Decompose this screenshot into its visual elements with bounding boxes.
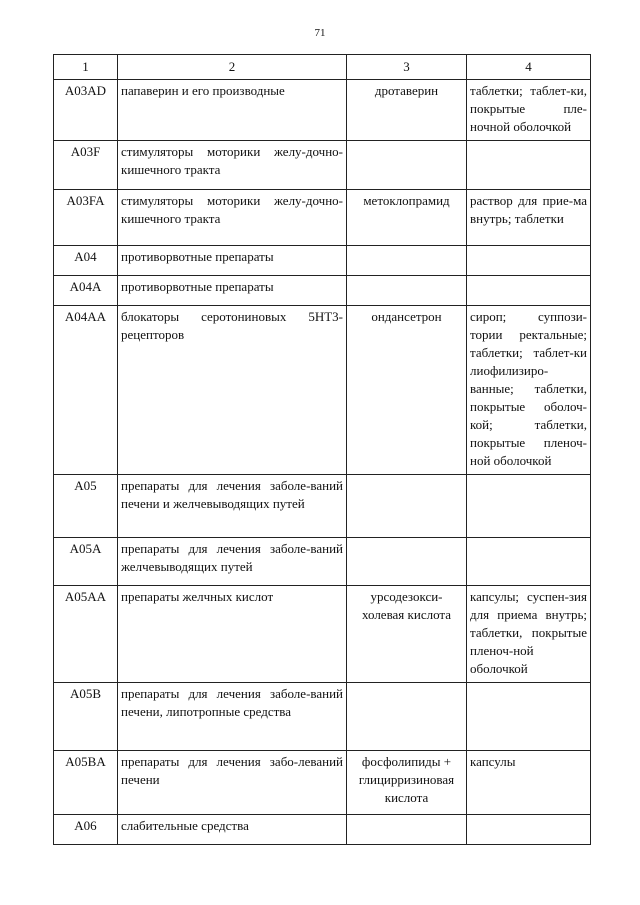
dosage-form-cell	[467, 815, 591, 845]
atc-code-cell: A03AD	[54, 80, 118, 141]
group-name-cell: стимуляторы моторики желу-дочно-кишечного тракта	[118, 141, 347, 190]
group-name-cell: противорвотные препараты	[118, 246, 347, 276]
atc-code-cell: A04	[54, 246, 118, 276]
table-row	[54, 306, 591, 475]
drug-name-cell: фосфолипиды + глицирризиновая кислота	[347, 751, 467, 815]
column-header-2: 2	[118, 55, 347, 80]
table-row	[54, 683, 591, 751]
table-row	[54, 751, 591, 815]
dosage-form-cell	[467, 246, 591, 276]
dosage-form-cell	[467, 683, 591, 751]
table-row	[54, 475, 591, 538]
group-name-cell: препараты для лечения заболе-ваний желчевыводящих путей	[118, 538, 347, 586]
table-row	[54, 276, 591, 306]
atc-code-cell: A05BA	[54, 751, 118, 815]
drug-name-cell: урсодезокси-холевая кислота	[347, 586, 467, 683]
table-row	[54, 80, 591, 141]
dosage-form-cell	[467, 538, 591, 586]
atc-code-cell: A05	[54, 475, 118, 538]
table-header-row	[54, 55, 591, 80]
drug-name-cell: метоклопрамид	[347, 190, 467, 246]
dosage-form-cell: таблетки; таблет-ки, покрытые пле-ночной оболочкой	[467, 80, 591, 141]
dosage-form-cell	[467, 475, 591, 538]
group-name-cell: препараты желчных кислот	[118, 586, 347, 683]
column-header-4: 4	[467, 55, 591, 80]
table-row	[54, 246, 591, 276]
group-name-cell: препараты для лечения забо-леваний печени	[118, 751, 347, 815]
dosage-form-cell: капсулы; суспен-зия для приема внутрь; таблетки, покрытые пленоч-ной оболочкой	[467, 586, 591, 683]
table-row	[54, 538, 591, 586]
group-name-cell: стимуляторы моторики желу-дочно-кишечного тракта	[118, 190, 347, 246]
table-row	[54, 141, 591, 190]
column-header-1: 1	[54, 55, 118, 80]
group-name-cell: препараты для лечения заболе-ваний печени, липотропные средства	[118, 683, 347, 751]
page-number: 71	[314, 27, 326, 39]
drug-name-cell	[347, 538, 467, 586]
table-row	[54, 586, 591, 683]
group-name-cell: противорвотные препараты	[118, 276, 347, 306]
group-name-cell: блокаторы серотониновых 5HT3-рецепторов	[118, 306, 347, 475]
table-row	[54, 815, 591, 845]
table-body	[54, 80, 591, 845]
atc-code-cell: A05AA	[54, 586, 118, 683]
dosage-form-cell	[467, 141, 591, 190]
group-name-cell: препараты для лечения заболе-ваний печени и желчевыводящих путей	[118, 475, 347, 538]
medication-table	[53, 54, 591, 845]
atc-code-cell: A05A	[54, 538, 118, 586]
drug-name-cell: ондансетрон	[347, 306, 467, 475]
group-name-cell: папаверин и его производные	[118, 80, 347, 141]
atc-code-cell: A04A	[54, 276, 118, 306]
drug-name-cell	[347, 475, 467, 538]
drug-name-cell	[347, 246, 467, 276]
drug-name-cell	[347, 141, 467, 190]
drug-name-cell	[347, 276, 467, 306]
drug-name-cell: дротаверин	[347, 80, 467, 141]
drug-name-cell	[347, 815, 467, 845]
atc-code-cell: A03FA	[54, 190, 118, 246]
group-name-cell: слабительные средства	[118, 815, 347, 845]
drug-name-cell	[347, 683, 467, 751]
dosage-form-cell: капсулы	[467, 751, 591, 815]
atc-code-cell: A06	[54, 815, 118, 845]
atc-code-cell: A05B	[54, 683, 118, 751]
column-header-3: 3	[347, 55, 467, 80]
dosage-form-cell: раствор для прие-ма внутрь; таблетки	[467, 190, 591, 246]
table-row	[54, 190, 591, 246]
atc-code-cell: A03F	[54, 141, 118, 190]
dosage-form-cell	[467, 276, 591, 306]
atc-code-cell: A04AA	[54, 306, 118, 475]
dosage-form-cell: сироп; суппози-тории ректальные; таблетки; таблет-ки лиофилизиро-ванные; таблетки, покрытые оболоч-кой; таблетки, покрытые пленоч-ной оболочкой	[467, 306, 591, 475]
